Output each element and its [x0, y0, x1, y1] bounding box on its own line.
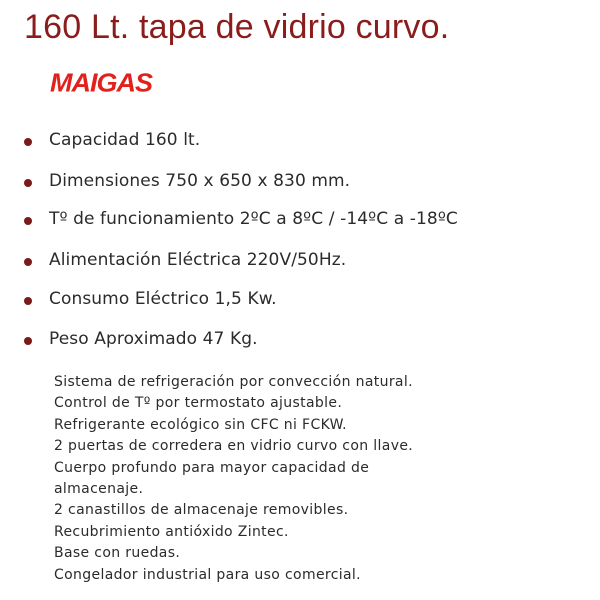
spec-text: Tº de funcionamiento 2ºC a 8ºC / -14ºC a -18ºC	[49, 209, 458, 229]
bullet-icon	[24, 258, 32, 266]
page-title: 160 Lt. tapa de vidrio curvo.	[24, 8, 450, 46]
spec-text: Consumo Eléctrico 1,5 Kw.	[49, 289, 277, 309]
description-line: 2 canastillos de almacenaje removibles.	[54, 502, 349, 519]
description-line: 2 puertas de corredera en vidrio curvo con llave.	[54, 438, 414, 455]
bullet-icon	[24, 337, 32, 345]
brand-logo: MAIGAS	[50, 68, 152, 98]
description-line: Control de Tº por termostato ajustable.	[54, 395, 343, 412]
spec-item	[24, 125, 200, 155]
spec-item	[24, 245, 346, 275]
description-line: Base con ruedas.	[54, 545, 181, 562]
description-line: almacenaje.	[54, 481, 144, 498]
description-line: Cuerpo profundo para mayor capacidad de	[54, 459, 370, 476]
feature-description	[54, 372, 413, 586]
spec-item	[24, 166, 350, 196]
spec-item	[24, 284, 277, 314]
spec-text: Peso Aproximado 47 Kg.	[49, 329, 258, 349]
spec-item	[24, 204, 458, 234]
spec-text: Capacidad 160 lt.	[49, 130, 201, 150]
description-line: Sistema de refrigeración por convección natural.	[54, 374, 413, 390]
spec-text: Dimensiones 750 x 650 x 830 mm.	[49, 171, 351, 191]
description-line: Recubrimiento antióxido Zintec.	[54, 523, 289, 540]
bullet-icon	[24, 179, 32, 187]
bullet-icon	[24, 217, 32, 225]
spec-item	[24, 324, 258, 354]
description-line: Congelador industrial para uso comercial.	[54, 566, 361, 583]
description-line: Refrigerante ecológico sin CFC ni FCKW.	[54, 416, 347, 433]
bullet-icon	[24, 297, 32, 305]
bullet-icon	[24, 138, 32, 146]
spec-text: Alimentación Eléctrica 220V/50Hz.	[49, 250, 347, 270]
